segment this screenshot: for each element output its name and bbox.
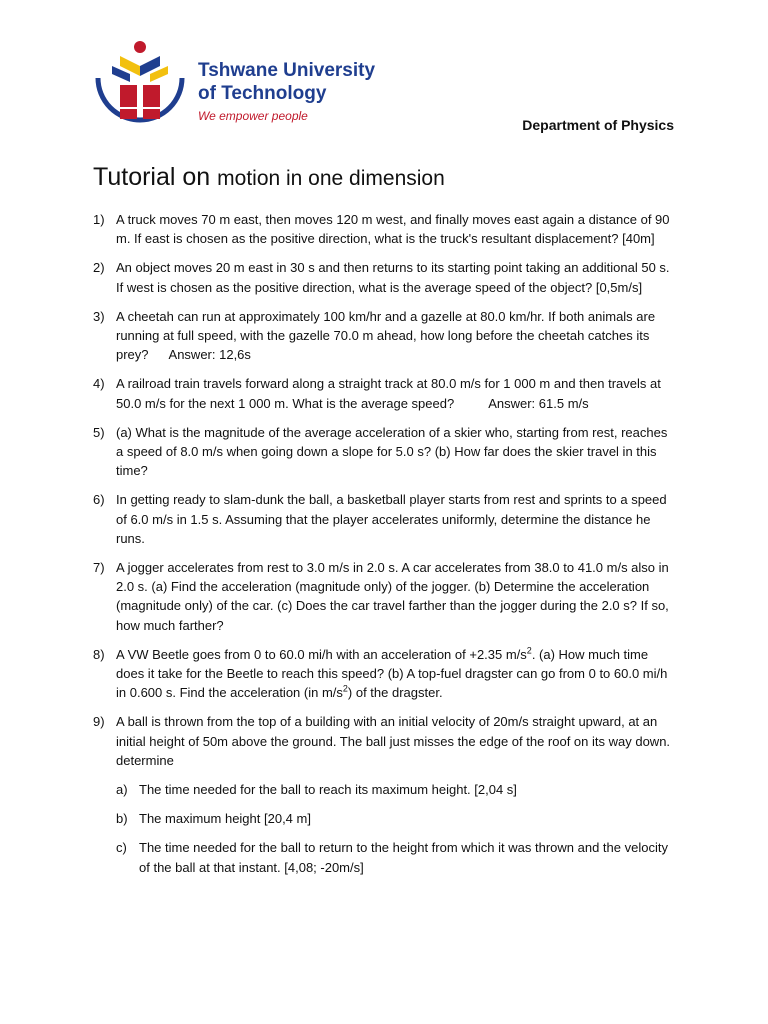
university-name bbox=[198, 59, 375, 105]
question-number: 2) bbox=[93, 260, 105, 276]
subquestion-label: b) bbox=[116, 811, 128, 827]
question-text-part2: . (a) How much time does it take for the Beetle to reach this speed? (b) A top-fuel dragster can go from 0 to 60.0 mi/h in 0.600 s. Find the acceleration (in m/s bbox=[116, 646, 668, 701]
subquestion-label: c) bbox=[116, 840, 127, 856]
question-2 bbox=[93, 258, 675, 296]
subquestion-a bbox=[116, 780, 675, 799]
question-text: A cheetah can run at approximately 100 km/hr and a gazelle at 80.0 km/hr. If both animals are running at full speed, with the gazelle 70.0 m ahead, how long before the cheetah catches its prey? bbox=[116, 308, 656, 363]
question-6 bbox=[93, 490, 675, 548]
subquestion-text: The maximum height [20,4 m] bbox=[139, 811, 311, 827]
subquestion-text: The time needed for the ball to reach its maximum height. [2,04 s] bbox=[139, 782, 517, 798]
question-answer: Answer: 12,6s bbox=[168, 347, 251, 363]
question-text-part1: A VW Beetle goes from 0 to 60.0 mi/h with an acceleration of +2.35 m/s bbox=[116, 646, 527, 662]
question-3 bbox=[93, 307, 675, 365]
question-number: 9) bbox=[93, 714, 105, 730]
question-number: 5) bbox=[93, 424, 105, 440]
title-sub: motion in one dimension bbox=[217, 167, 445, 190]
question-text: In getting ready to slam-dunk the ball, a basketball player starts from rest and sprints to a speed of 6.0 m/s in 1.5 s. Assuming that the player accelerates uniformly, determine the distance he runs. bbox=[116, 492, 667, 546]
question-list bbox=[93, 210, 675, 897]
university-tagline: We empower people bbox=[198, 109, 308, 123]
question-body bbox=[116, 307, 675, 365]
question-5 bbox=[93, 423, 675, 481]
page-header bbox=[0, 0, 768, 150]
question-4 bbox=[93, 374, 675, 412]
question-8 bbox=[93, 645, 675, 703]
department-name: Department of Physics bbox=[522, 117, 674, 133]
superscript: 2 bbox=[526, 645, 532, 656]
question-text: An object moves 20 m east in 30 s and then returns to its starting point taking an additional 50 s. If west is chosen as the positive direction, what is the average speed of the object? [0,5m/s] bbox=[116, 260, 670, 295]
subquestion-c bbox=[116, 838, 675, 876]
question-number: 4) bbox=[93, 376, 105, 392]
question-text: A ball is thrown from the top of a building with an initial velocity of 20m/s straight upward, at an initial height of 50m above the ground. The ball just misses the edge of the roof on its way down. determine bbox=[116, 714, 671, 768]
question-7 bbox=[93, 558, 675, 635]
title-main: Tutorial on bbox=[93, 163, 211, 191]
question-text: A railroad train travels forward along a straight track at 80.0 m/s for 1 000 m and then travels at 50.0 m/s for the next 1 000 m. What is the average speed? bbox=[116, 376, 661, 411]
tut-logo-icon bbox=[90, 40, 190, 132]
subquestion-b bbox=[116, 809, 675, 828]
subquestion-list bbox=[116, 780, 675, 877]
question-number: 8) bbox=[93, 646, 105, 662]
subquestion-text: The time needed for the ball to return to the height from which it was thrown and the velocity of the ball at that instant. [4,08; -20m/s] bbox=[139, 840, 668, 875]
question-answer: Answer: 61.5 m/s bbox=[488, 395, 589, 411]
question-number: 1) bbox=[93, 212, 105, 227]
question-1 bbox=[93, 210, 675, 248]
question-text-part3: ) of the dragster. bbox=[347, 685, 443, 701]
question-number: 6) bbox=[93, 492, 105, 508]
page-title bbox=[93, 163, 445, 192]
question-body bbox=[116, 374, 675, 412]
question-text: A jogger accelerates from rest to 3.0 m/s in 2.0 s. A car accelerates from 38.0 to 41.0 m/s also in 2.0 s. (a) Find the acceleration (magnitude only) of the jogger. (b) Determine the acceleration (magnitude only) of the car. (c) Does the car travel farther than the jogger during the 2.0 s? If so, how much farther? bbox=[116, 560, 669, 633]
question-text: A truck moves 70 m east, then moves 120 m west, and finally moves east again a distance of 90 m. If east is chosen as the positive direction, what is the truck's resultant displacement? [40m] bbox=[116, 212, 670, 247]
question-body bbox=[116, 712, 675, 886]
university-name-line2: of Technology bbox=[198, 83, 327, 104]
question-9 bbox=[93, 712, 675, 886]
question-text: (a) What is the magnitude of the average acceleration of a skier who, starting from rest, reaches a speed of 8.0 m/s when going down a slope for 5.0 s? (b) How far does the skier travel in this time? bbox=[116, 424, 668, 479]
university-name-line1: Tshwane University bbox=[198, 60, 376, 81]
question-number: 7) bbox=[93, 560, 105, 576]
subquestion-label: a) bbox=[116, 782, 128, 798]
question-number: 3) bbox=[93, 308, 105, 324]
superscript: 2 bbox=[342, 683, 348, 694]
question-body bbox=[116, 645, 675, 703]
